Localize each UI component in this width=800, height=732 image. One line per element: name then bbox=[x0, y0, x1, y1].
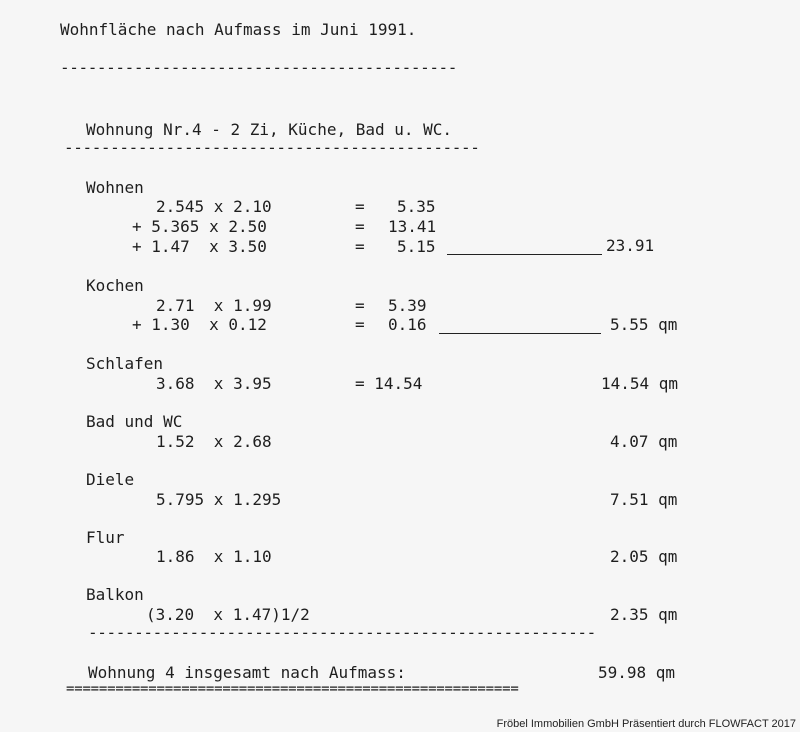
grand-total-label: Wohnung 4 insgesamt nach Aufmass: bbox=[88, 663, 406, 682]
formula-flur: 1.86 x 1.10 bbox=[156, 547, 272, 566]
room-name-bad: Bad und WC bbox=[86, 412, 183, 431]
value-kochen-1: 5.39 bbox=[388, 296, 427, 315]
formula-kochen-2: + 1.30 x 0.12 bbox=[132, 315, 267, 334]
eq-kochen-1: = bbox=[355, 296, 365, 315]
formula-kochen-1: 2.71 x 1.99 bbox=[156, 296, 272, 315]
grand-total-double-rule: ======================================================= bbox=[66, 682, 519, 696]
room-name-wohnen: Wohnen bbox=[86, 178, 144, 197]
apartment-underline: --------------------------------------------- bbox=[64, 140, 480, 156]
eq-wohnen-2: = bbox=[355, 217, 365, 236]
formula-wohnen-3: + 1.47 x 3.50 bbox=[132, 237, 267, 256]
formula-diele: 5.795 x 1.295 bbox=[156, 490, 282, 509]
value-kochen-2: 0.16 bbox=[388, 315, 427, 334]
eq-wohnen-1: = bbox=[355, 197, 365, 216]
title-underline: ------------------------------------------- bbox=[60, 60, 458, 76]
eq-value-schlafen: = 14.54 bbox=[355, 374, 423, 393]
sum-dashed-rule: ------------------------------------------------------- bbox=[88, 625, 596, 641]
subtotal-line-wohnen bbox=[447, 254, 602, 255]
formula-bad: 1.52 x 2.68 bbox=[156, 432, 272, 451]
formula-balkon: (3.20 x 1.47)1/2 bbox=[146, 605, 310, 624]
eq-wohnen-3: = bbox=[355, 237, 365, 256]
eq-kochen-2: = bbox=[355, 315, 365, 334]
total-wohnen: 23.91 bbox=[606, 236, 655, 255]
total-diele: 7.51 qm bbox=[610, 490, 678, 509]
room-name-flur: Flur bbox=[86, 528, 125, 547]
room-name-balkon: Balkon bbox=[86, 585, 144, 604]
room-name-schlafen: Schlafen bbox=[86, 354, 164, 373]
value-wohnen-3: 5.15 bbox=[397, 237, 436, 256]
total-schlafen: 14.54 qm bbox=[601, 374, 679, 393]
total-kochen: 5.55 qm bbox=[610, 315, 678, 334]
total-flur: 2.05 qm bbox=[610, 547, 678, 566]
total-balkon: 2.35 qm bbox=[610, 605, 678, 624]
formula-schlafen: 3.68 x 3.95 bbox=[156, 374, 272, 393]
subtotal-line-kochen bbox=[439, 333, 601, 334]
document-title: Wohnfläche nach Aufmass im Juni 1991. bbox=[60, 20, 417, 39]
value-wohnen-2: 13.41 bbox=[388, 217, 437, 236]
grand-total-value: 59.98 qm bbox=[598, 663, 676, 682]
footer-credit: Fröbel Immobilien GmbH Präsentiert durch FLOWFACT 2017 bbox=[496, 718, 796, 730]
room-name-kochen: Kochen bbox=[86, 276, 144, 295]
formula-wohnen-1: 2.545 x 2.10 bbox=[156, 197, 272, 216]
formula-wohnen-2: + 5.365 x 2.50 bbox=[132, 217, 267, 236]
room-name-diele: Diele bbox=[86, 470, 135, 489]
total-bad: 4.07 qm bbox=[610, 432, 678, 451]
apartment-heading: Wohnung Nr.4 - 2 Zi, Küche, Bad u. WC. bbox=[86, 120, 453, 139]
value-wohnen-1: 5.35 bbox=[397, 197, 436, 216]
